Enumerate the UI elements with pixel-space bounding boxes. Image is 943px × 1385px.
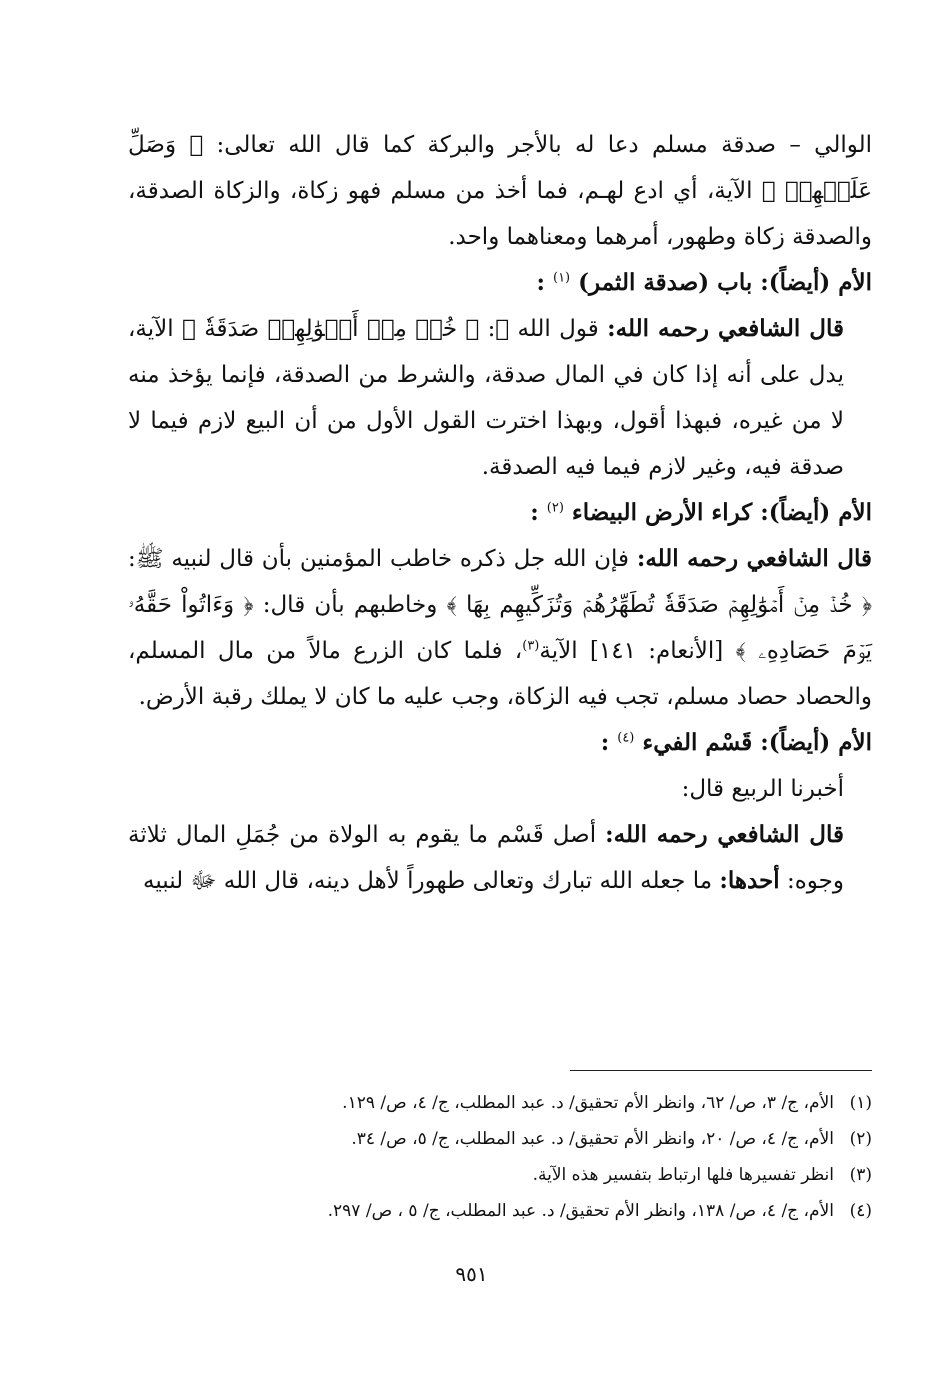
speaker-label-3: قال الشافعي رحمه الله: [605,821,844,848]
footnote-3-text: انظر تفسيرها فلها ارتباط بتفسير هذه الآية. [532,1165,834,1185]
paragraph-5 [128,812,872,904]
section-heading-3 [128,720,872,766]
footnote-3 [128,1157,872,1193]
speaker-label-1: قال الشافعي رحمه الله: [607,315,844,342]
footnote-4-text: الأم، ج/ ٤، ص/ ١٣٨، وانظر الأم تحقيق/ د. عبد المطلب، ج/ ٥ ، ص/ ٢٩٧. [327,1201,834,1221]
section-heading-2-text: الأم (أيضاً): كراء الأرض البيضاء [571,499,872,526]
page-number: ٩٥١ [455,1262,488,1286]
footnote-4-number: (٤) [849,1201,872,1221]
main-text [128,122,872,904]
footnote-ref-1: (١) [552,270,571,286]
footnote-1-number: (١) [849,1093,872,1113]
speaker-label-2: قال الشافعي رحمه الله: [636,545,872,572]
paragraph-1 [128,122,872,260]
section-heading-3-colon: : [600,729,610,756]
paragraph-3-text-cont: ، فلما كان الزرع مالاً من مال المسلم، والحصاد حصاد مسلم، تجب فيه الزكاة، وجب عليه ما كان لا يملك رقبة الأرض. [128,638,872,710]
paragraph-3-text: فإن الله جل ذكره خاطب المؤمنين بأن قال لنبيه ﷺ: ﴿ خُذۡ مِنۡ أَمۡوَٰلِهِمۡ صَدَقَةٗ تُطَهِّرُهُمۡ وَتُزَكِّيهِم بِهَا ﴾ وخاطبهم بأن قال: ﴿ وَءَاتُواْ حَقَّهُۥ يَوۡمَ حَصَادِهِۦ ﴾ [الأنعام: ١٤١] الآية [128,546,872,664]
section-heading-1-text: الأم (أيضاً): باب (صدقة الثمر) [578,269,872,296]
footnote-divider [570,1070,872,1071]
section-heading-3-text: الأم (أيضاً): قَسْم الفيء [642,729,872,756]
paragraph-1-text: الوالي – صدقة مسلم دعا له بالأجر والبركة كما قال الله تعالى: ﴿ وَصَلِّ عَلَيۡهِمۡ ﴾ الآية، أي ادع لهـم، فما أخذ من مسلم فهو زكاة، والزكاة الصدقة، والصدقة زكاة وطهور، أمرهما ومعناهما واحد. [128,132,872,250]
section-heading-1-colon: : [536,269,545,296]
paragraph-2-text: قول الله ﷻ: ﴿ خُذۡ مِنۡ أَمۡوَٰلِهِمۡ صَدَقَةٗ ﴾ الآية، يدل على أنه إذا كان في المال صدقة، والشرط من الصدقة، فإنما يؤخذ منه لا من غيره، فبهذا أقول، وبهذا اخترت القول الأول من أن البيع لازم فيما لا صدقة فيه، وغير لازم فيما فيه الصدقة. [128,316,844,480]
paragraph-3 [128,536,872,720]
footnote-2 [128,1121,872,1157]
section-heading-2 [128,490,872,536]
footnotes [128,1085,872,1229]
paragraph-5-text: أصل قَسْم ما يقوم به الولاة من جُمَلِ المال ثلاثة وجوه: [128,822,844,894]
paragraph-2 [128,306,872,490]
paragraph-5-text-cont: ما جعله الله تبارك وتعالى طهوراً لأهل دينه، قال الله ﷻ لنبيه [143,868,720,894]
footnote-3-number: (٣) [849,1165,872,1185]
section-heading-1 [128,260,872,306]
footnote-4 [128,1193,872,1229]
footnote-ref-2: (٢) [546,500,564,516]
footnote-ref-3: (٣) [522,638,540,654]
footnote-1-text: الأم، ج/ ٣، ص/ ٦٢، وانظر الأم تحقيق/ د. عبد المطلب، ج/ ٤، ص/ ١٢٩. [342,1093,834,1113]
footnote-2-text: الأم، ج/ ٤، ص/ ٢٠، وانظر الأم تحقيق/ د. عبد المطلب، ج/ ٥، ص/ ٣٤. [351,1129,834,1149]
footnote-2-number: (٢) [849,1129,872,1149]
paragraph-4-text: أخبرنا الربيع قال: [681,776,844,802]
first-item-label: أحدها: [719,867,780,894]
footnote-ref-4: (٤) [617,730,635,746]
paragraph-4 [128,766,872,812]
section-heading-2-colon: : [530,499,539,526]
footnote-1 [128,1085,872,1121]
